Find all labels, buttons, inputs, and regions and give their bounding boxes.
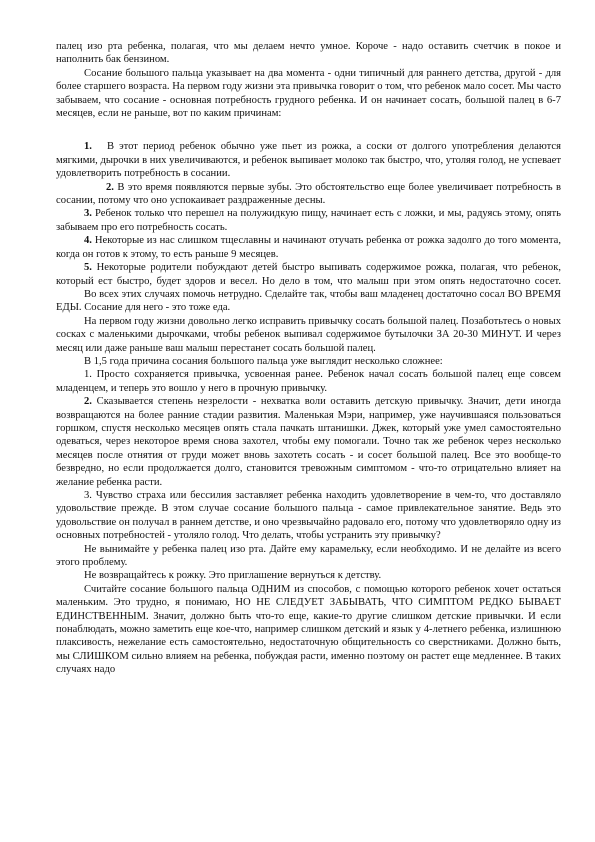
list-item-4 bbox=[56, 234, 561, 261]
paragraph-conclusion: Считайте сосание большого пальца ОДНИМ из способов, с помощью которого ребенок хочет остаться маленьким. Это трудно, я понимаю, НО НЕ СЛЕДУЕТ ЗАБЫВАТЬ, ЧТО СИМПТОМ РЕДКО БЫВАЕТ ЕДИНСТВЕННЫМ. Значит, должно быть что-то еще, какие-то другие слишком детские привычки. И если понаблюдать, можно заметить еще кое-что, например слишком детский и язык у 4-летнего ребенка, излишнюю плаксивость, нежелание есть самостоятельно, недостаточную общительность со сверстниками. Должно быть, мы СЛИШКОМ сильно влияем на ребенка, побуждая расти, именно поэтому он растет еще медленнее. В таких случаях надо bbox=[56, 583, 561, 676]
list-number: 1. bbox=[84, 141, 92, 153]
paragraph-first-year: На первом году жизни довольно легко исправить привычку сосать большой палец. Позаботьтесь о новых сосках с маленькими дырочками, чтобы ребенок выпивал содержимое бутылочки ЗА 20-30 МИНУТ. И через месяц или даже раньше ваш малыш перестанет сосать большой палец. bbox=[56, 315, 561, 354]
list-item-5 bbox=[56, 261, 561, 288]
spacer bbox=[56, 120, 561, 140]
list-text: Некоторые родители побуждают детей быстро выпивать содержимое рожка, полагая, что ребенок, который ест быстро, будет здоров и весел. Но дело в том, что малыш при этом опять недостаточно bbox=[56, 262, 561, 287]
list-number: 2. bbox=[84, 396, 92, 408]
list-number: 3. bbox=[84, 208, 92, 220]
list-text-end: сосет. bbox=[534, 275, 561, 287]
paragraph-age-1-5: В 1,5 года причина сосания большого пальца уже выглядит несколько сложнее: bbox=[84, 355, 443, 367]
list-text: Некоторые из нас слишком тщеславны и начинают отучать ребенка от рожка задолго до того момента, когда он готов к этому, то есть раньше 9 месяцев. bbox=[56, 235, 561, 260]
list-number: 4. bbox=[84, 235, 92, 247]
reason-item-1: 1. Просто сохраняется привычка, усвоенная ранее. Ребенок начал сосать большой палец еще совсем младенцем, и теперь это вошло у него в прочную привычку. bbox=[56, 369, 561, 394]
list-item-1 bbox=[56, 140, 561, 180]
list-text: Сказывается степень незрелости - нехватка воли оставить детскую привычку. Значит, дети иногда возвращаются на более ранние стадии развития. Маленькая Мэри, например, уже научившаяся пользоваться горшком, спустя несколько месяцев опять стала пачкать штанишки. Джек, который уже умел самостоятельно одеваться, через некоторое время снова захотел, чтобы ему помогали. Точно так же ребенок через несколько месяцев после отнятия от груди может вновь захотеть сосать - и сосет большой палец. Все это вообще-то безвредно, но если продолжается долго, становится тревожным симптомом - что-то отрицательно влияет на желание ребенка расти. bbox=[56, 396, 561, 488]
list-item-3 bbox=[56, 207, 561, 234]
reason-item-2 bbox=[56, 395, 561, 489]
paragraph-continuation: палец изо рта ребенка, полагая, что мы делаем нечто умное. Короче - надо оставить счетчик в покое и наполнить бак бензином. bbox=[56, 41, 561, 66]
paragraph-help: Во всех этих случаях помочь нетрудно. Сделайте так, чтобы ваш младенец достаточно сосал ВО ВРЕМЯ ЕДЫ. Сосание для него - это тоже еда. bbox=[56, 288, 561, 314]
paragraph-advice-candy: Не вынимайте у ребенка палец изо рта. Дайте ему карамельку, если необходимо. И не делайте из всего этого проблему. bbox=[56, 543, 561, 569]
list-text: В этот период ребенок обычно уже пьет из рожка, а соски от долгого употребления делаются мягкими, дырочки в них увеличиваются, и ребенок выпивает молоко так быстро, что, утоляя голод, не успевает удовлетворить потребность в сосании. bbox=[56, 141, 561, 180]
list-text: В это время появляются первые зубы. Это обстоятельство еще более увеличивает потребность в сосании, потому что оно успокаивает раздраженные десны. bbox=[56, 181, 561, 207]
list-item-2 bbox=[56, 181, 561, 208]
paragraph-intro: Сосание большого пальца указывает на два момента - одни типичный для раннего детства, другой - для более старшего возраста. На первом году жизни эта привычка говорит о том, что ребенок мало сосет. Мы часто забываем, что сосание - основная потребность грудного ребенка. И он начинает сосать, большой палец в 6-7 месяцев, если не раньше, вот по каким причинам: bbox=[56, 67, 561, 120]
paragraph-advice-bottle: Не возвращайтесь к рожку. Это приглашение вернуться к детству. bbox=[84, 570, 382, 582]
reason-item-3: 3. Чувство страха или бессилия заставляет ребенка находить удовлетворение в чем-то, что доставляло удовольствие прежде. В этом случае сосание большого пальца - самое привлекательное занятие. Ведь это удовольствие он получал в раннем детстве, и оно чрезвычайно радовало его, потому что удовлетворяло одну из основных потребностей - утоляло голод. Что делать, чтобы устранить эту привычку? bbox=[56, 490, 561, 542]
document-page bbox=[56, 40, 561, 677]
list-number: 2. bbox=[106, 181, 114, 193]
list-text: Ребенок только что перешел на полужидкую пищу, начинает есть с ложки, и мы, радуясь этому, опять забываем про его потребность сосать. bbox=[56, 208, 561, 233]
list-number: 5. bbox=[84, 262, 92, 274]
